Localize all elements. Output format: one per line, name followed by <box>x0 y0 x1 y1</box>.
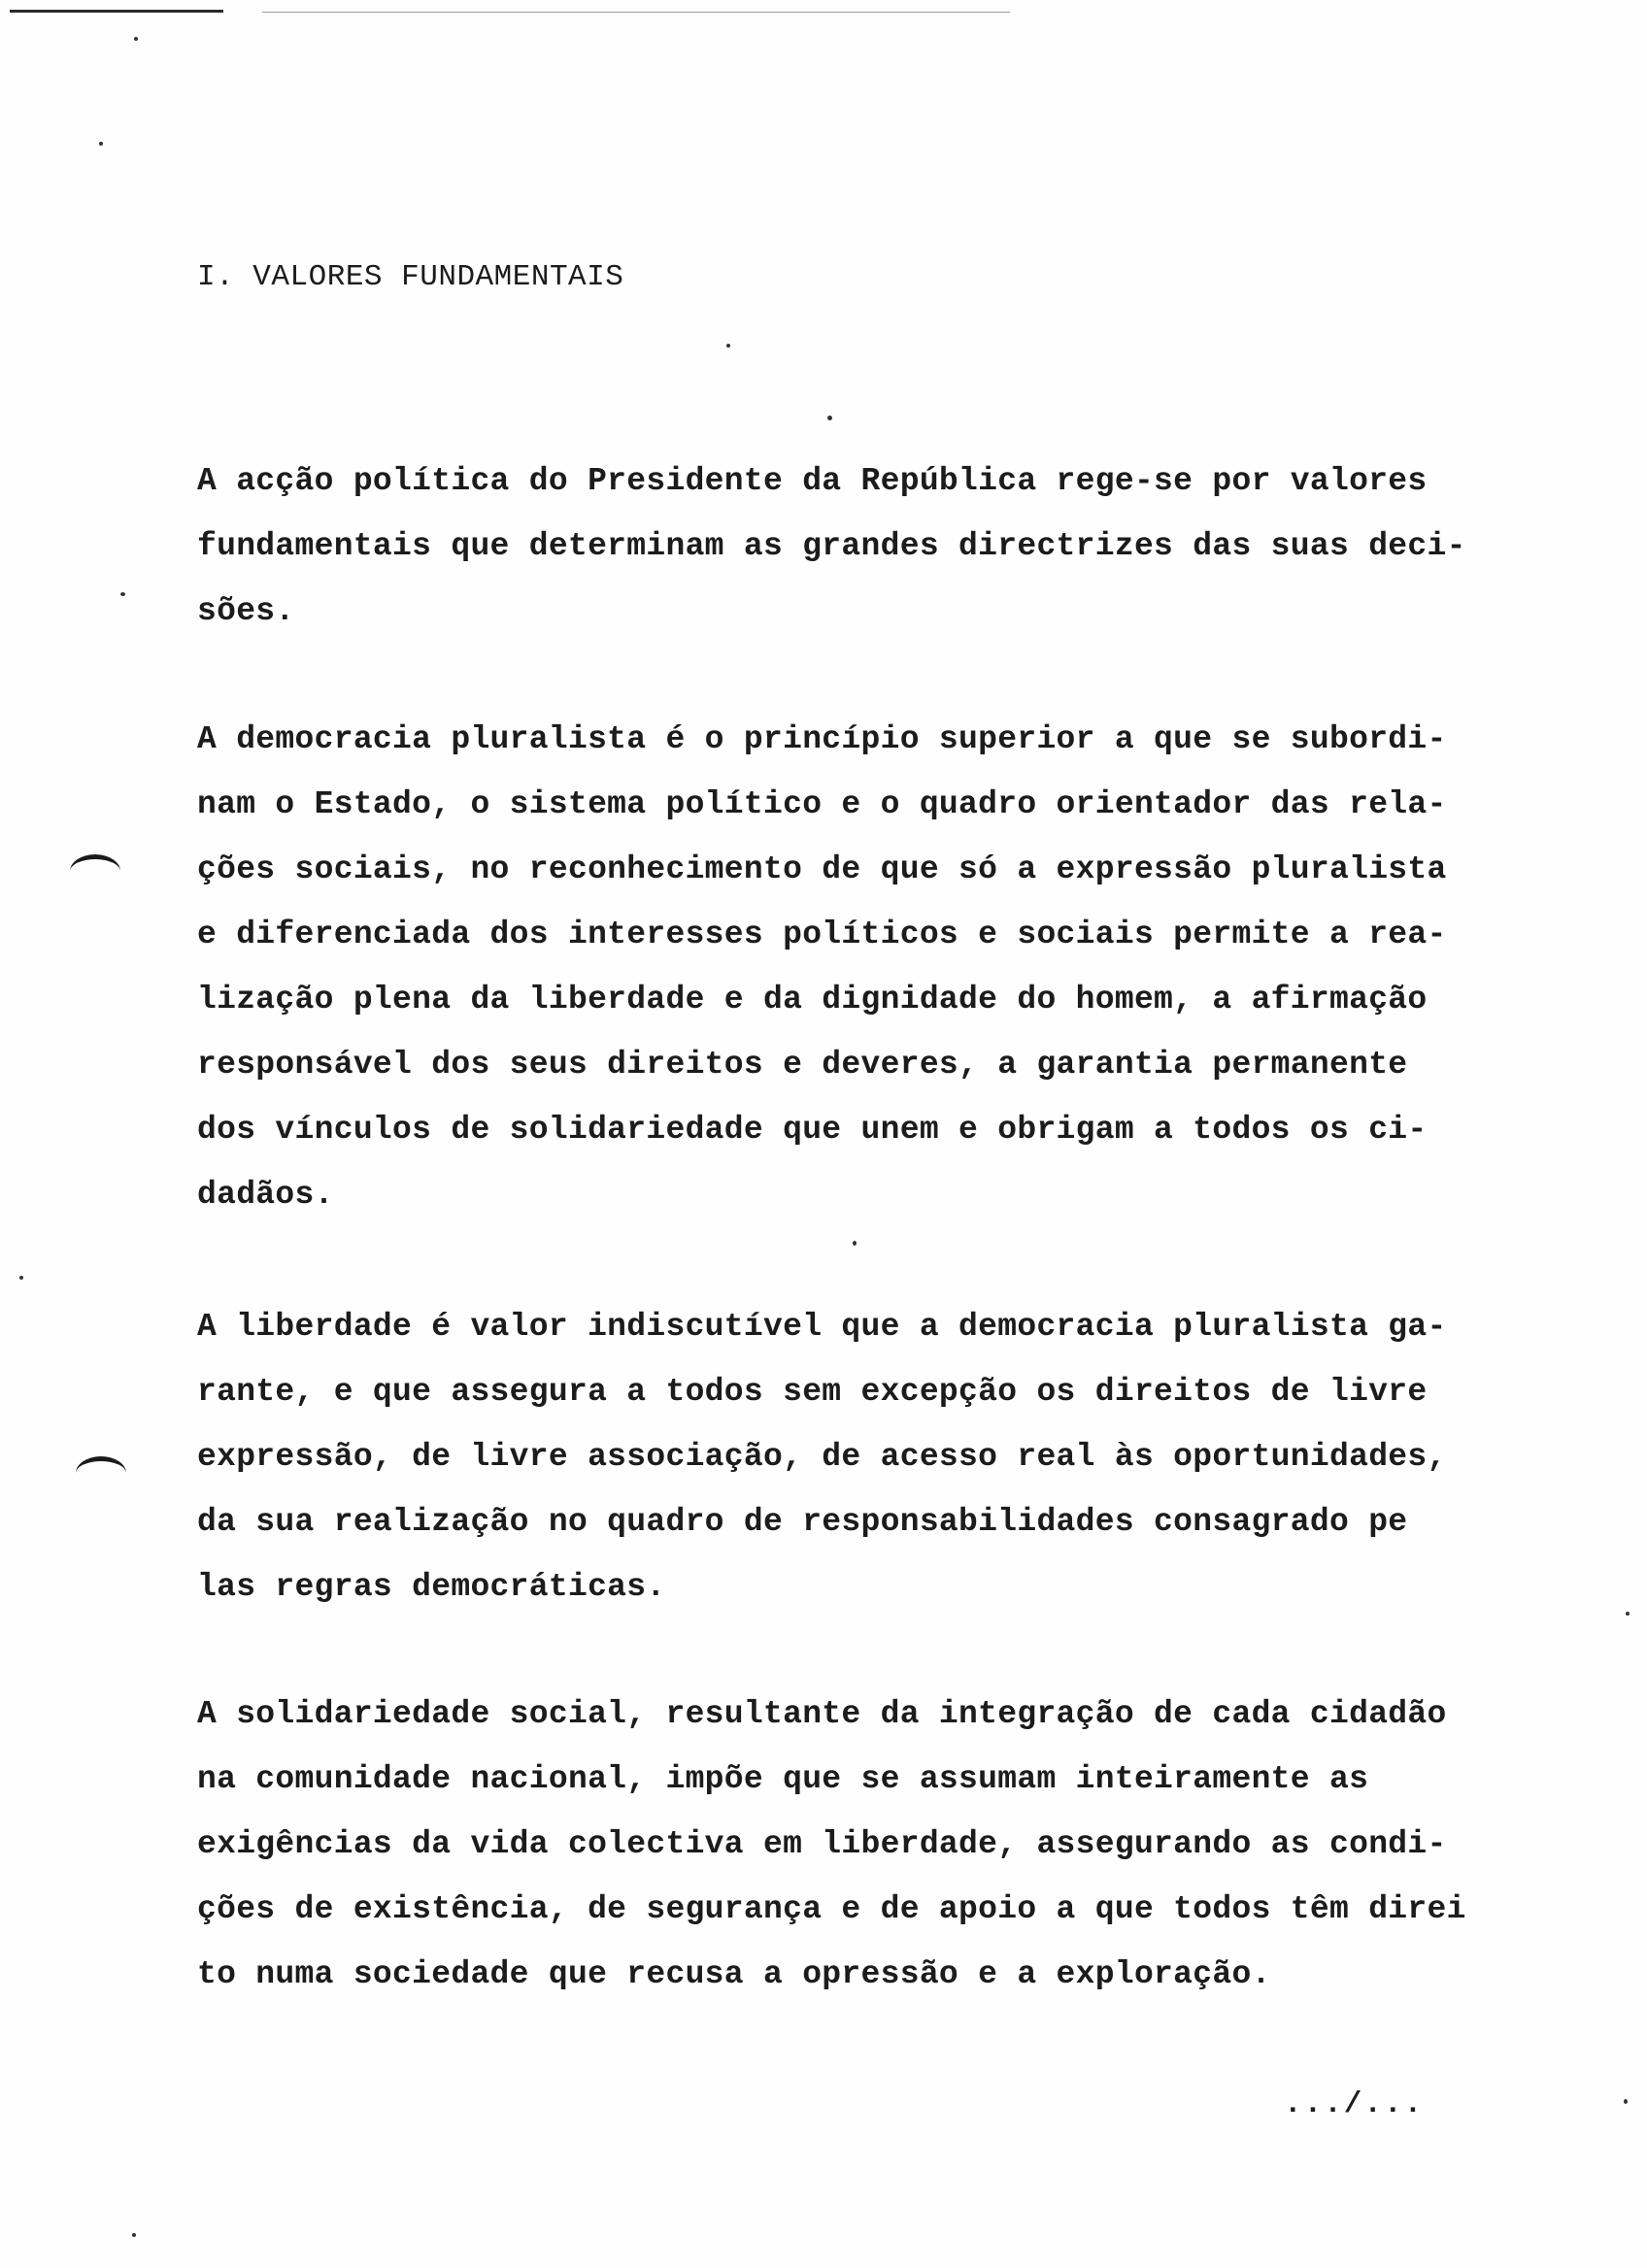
paragraph-line: lização plena da liberdade e da dignidade do homem, a afirmação <box>197 982 1428 1017</box>
scan-speck <box>1624 2099 1628 2104</box>
paragraph-line: exigências da vida colectiva em liberdade, assegurando as condi- <box>197 1826 1447 1862</box>
paragraph-pluralist-democracy <box>197 707 1460 1227</box>
scan-speck <box>134 37 138 41</box>
paragraph-line: da sua realização no quadro de responsabilidades consagrado pe <box>197 1504 1408 1540</box>
binder-hole-mark <box>70 854 120 888</box>
paragraph-line: dadãos. <box>197 1177 334 1213</box>
paragraph-line: expressão, de livre associação, de acesso real às oportunidades, <box>197 1439 1447 1475</box>
section-heading: I. VALORES FUNDAMENTAIS <box>197 260 624 294</box>
paragraph-line: e diferenciada dos interesses políticos e sociais permite a rea- <box>197 917 1447 952</box>
paragraph-line: dos vínculos de solidariedade que unem e obrigam a todos os ci- <box>197 1112 1428 1148</box>
paragraph-line: A acção política do Presidente da República rege-se por valores <box>197 463 1428 499</box>
paragraph-political-action <box>197 449 1466 644</box>
scan-speck <box>853 1241 857 1246</box>
paragraph-line: A liberdade é valor indiscutível que a democracia pluralista ga- <box>197 1309 1447 1345</box>
scan-speck <box>726 344 730 348</box>
paragraph-line: nam o Estado, o sistema político e o quadro orientador das rela- <box>197 786 1447 822</box>
scan-speck <box>827 416 832 420</box>
paragraph-line: na comunidade nacional, impõe que se assumam inteiramente as <box>197 1761 1369 1797</box>
paragraph-line: responsável dos seus direitos e deveres, a garantia permanente <box>197 1047 1408 1083</box>
paragraph-line: A democracia pluralista é o princípio superior a que se subordi- <box>197 721 1447 757</box>
paragraph-line: sões. <box>197 593 295 629</box>
scan-speck <box>120 592 125 596</box>
scan-faint-rule <box>262 12 1010 13</box>
paragraph-line: ções sociais, no reconhecimento de que só a expressão pluralista <box>197 851 1447 887</box>
paragraph-liberty <box>197 1294 1460 1619</box>
paragraph-line: to numa sociedade que recusa a opressão e a exploração. <box>197 1956 1271 1992</box>
scan-speck <box>132 2233 136 2237</box>
page-continuation-mark: .../... <box>1284 2087 1425 2121</box>
scan-speck <box>1626 1612 1630 1616</box>
paragraph-line: rante, e que assegura a todos sem excepção os direitos de livre <box>197 1374 1428 1410</box>
paragraph-line: A solidariedade social, resultante da integração de cada cidadão <box>197 1696 1447 1732</box>
paragraph-line: las regras democráticas. <box>197 1569 666 1605</box>
scan-speck <box>19 1276 23 1280</box>
paragraph-line: ções de existência, de segurança e de apoio a que todos têm direi <box>197 1891 1466 1927</box>
paragraph-social-solidarity <box>197 1682 1466 2007</box>
paragraph-line: fundamentais que determinam as grandes directrizes das suas deci- <box>197 528 1466 564</box>
binder-hole-mark <box>76 1456 126 1490</box>
scan-speck <box>99 142 103 146</box>
scan-top-rule <box>10 10 223 13</box>
